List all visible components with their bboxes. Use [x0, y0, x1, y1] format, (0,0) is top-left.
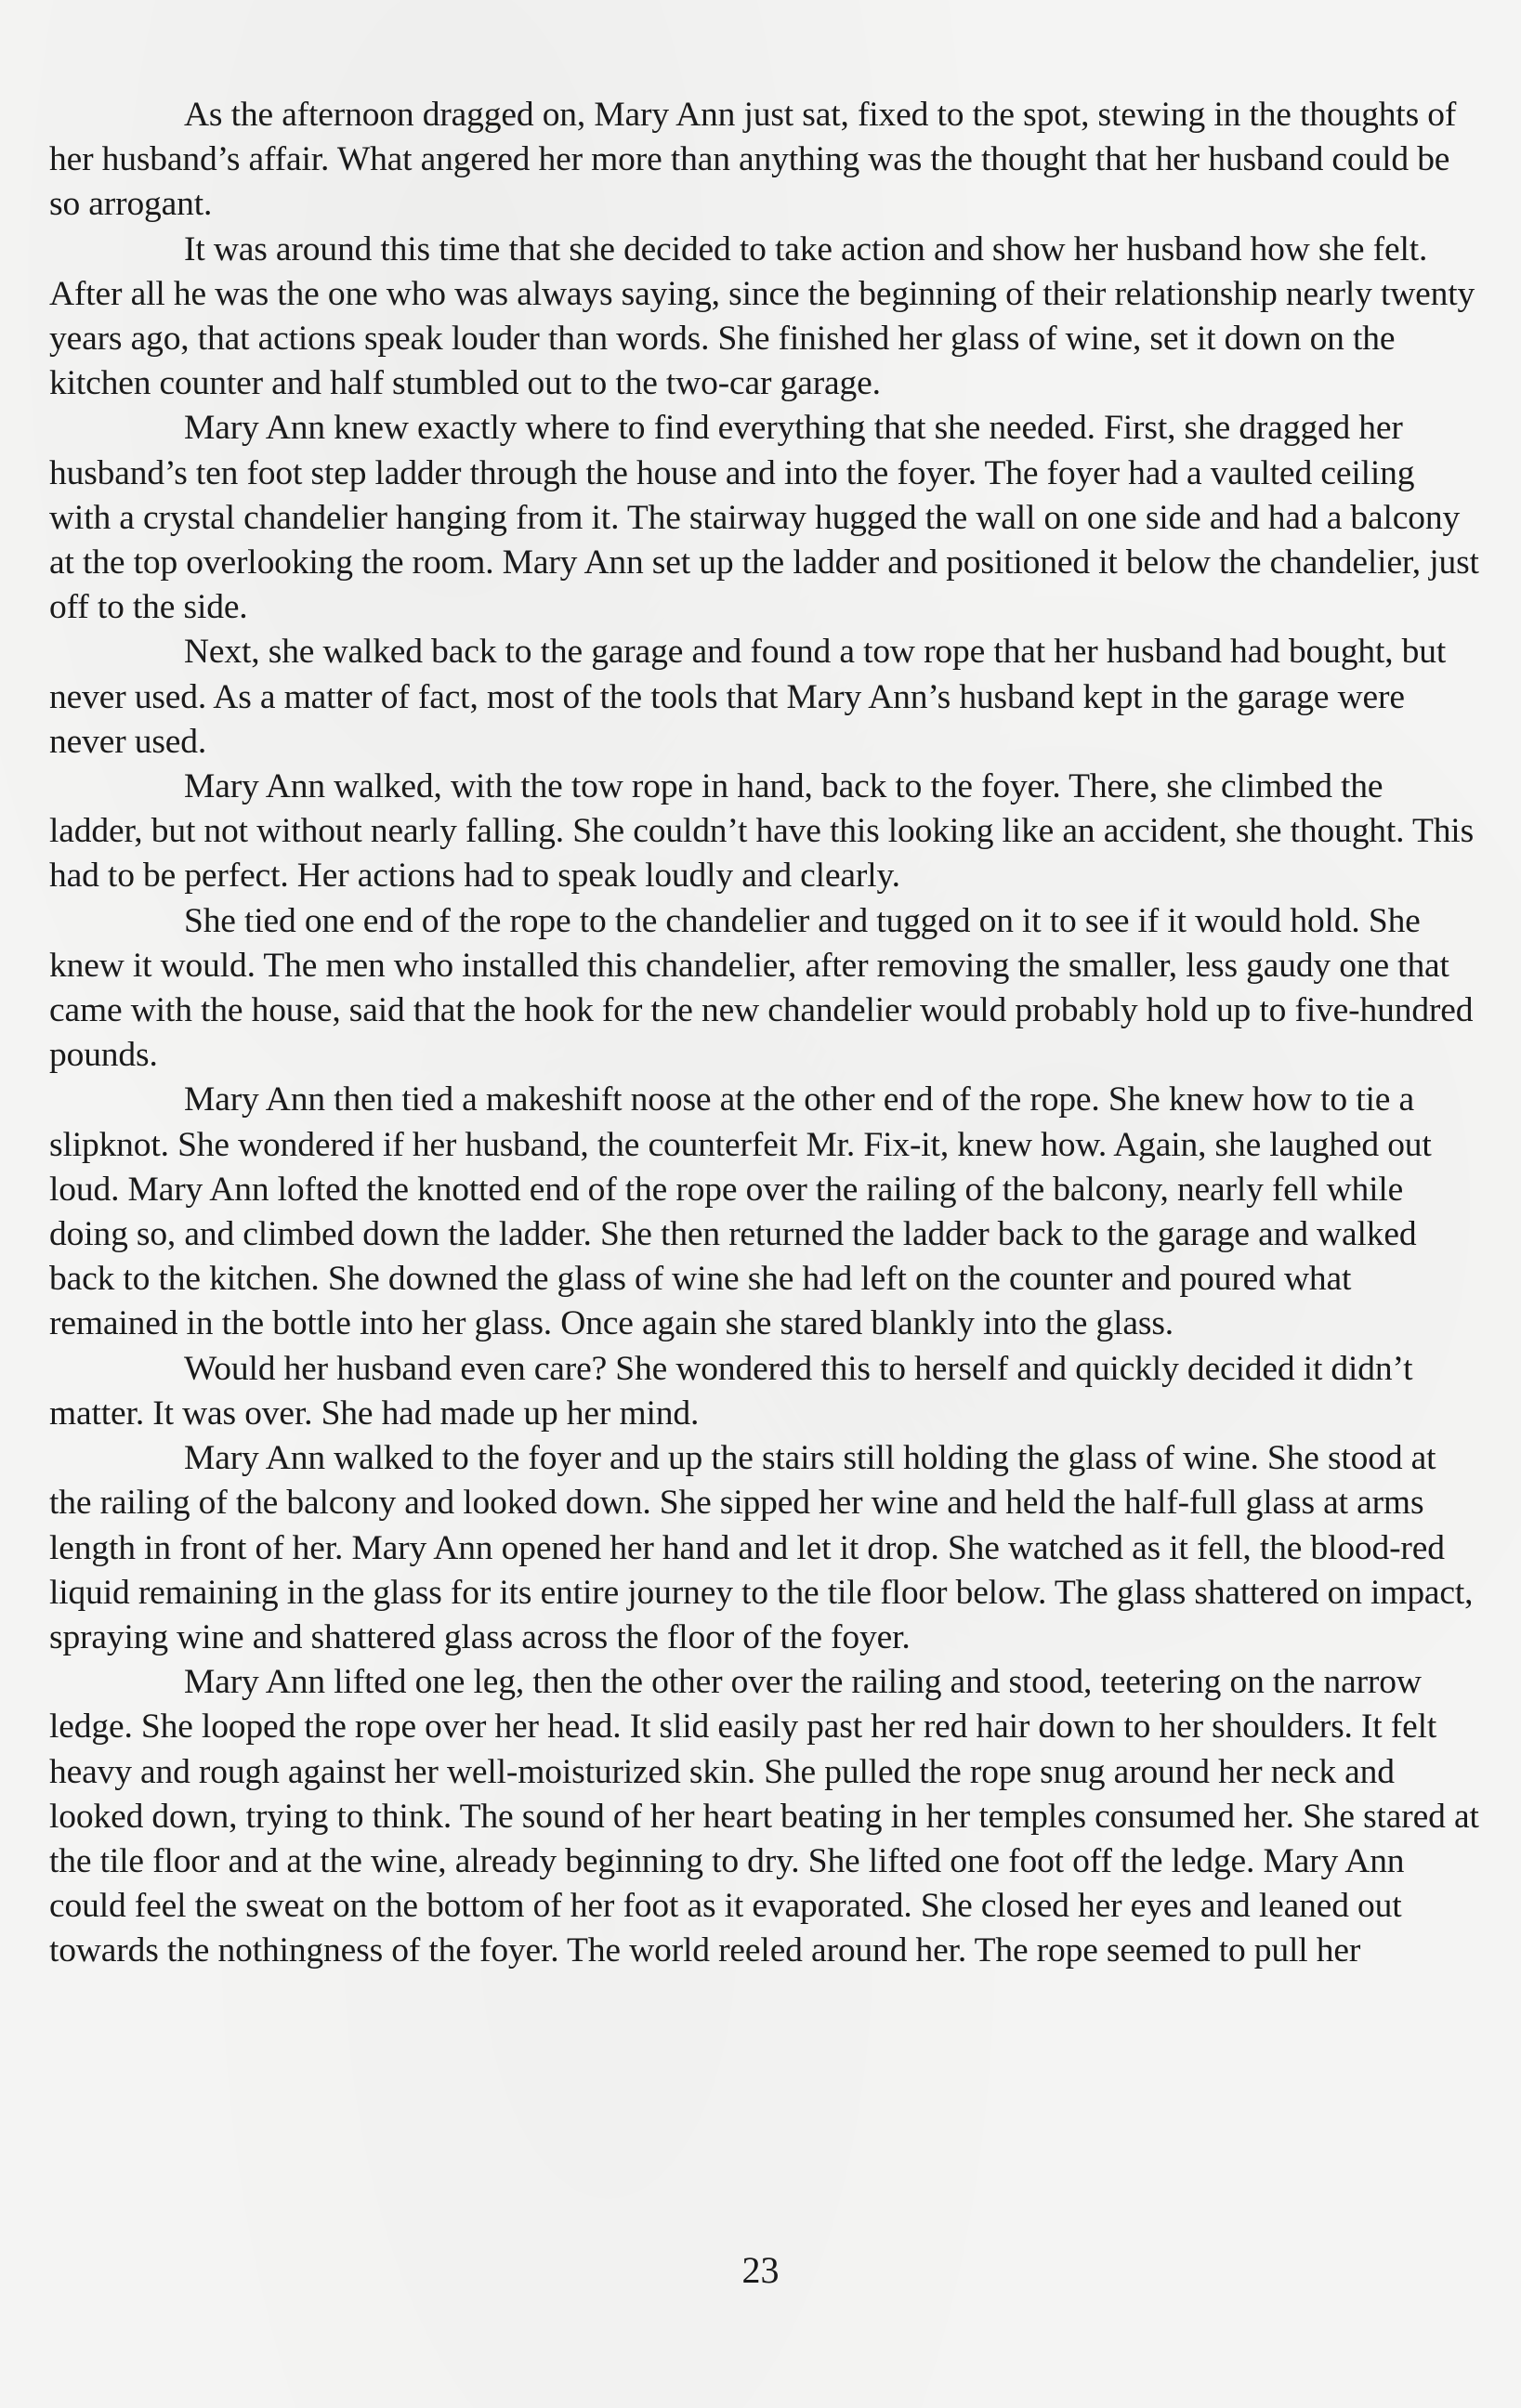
paragraph: Mary Ann then tied a makeshift noose at the other end of the rope. She knew how to tie a slipknot. She wondered if her husband, the counterfeit Mr. Fix-it, knew how. Again, she laughed out loud. Mary Ann lofted the knotted end of the rope over the railing of the balcony, nearly fell while doing so, and climbed down the ladder. She then returned the ladder back to the garage and walked back to the kitchen. She downed the glass of wine she had left on the counter and poured what remained in the bottle into her glass. Once again she stared blankly into the glass.	[49, 1080, 1432, 1343]
paragraph: Mary Ann lifted one leg, then the other over the railing and stood, teetering on the narrow ledge. She looped the rope over her head. It slid easily past her red hair down to her shoulders. It felt heavy and rough against her well-moisturized skin. She pulled the rope snug around her neck and looked down, trying to think. The sound of her heart beating in her temples consumed her. She stared at the tile floor and at the wine, already beginning to dry. She lifted one foot off the ledge. Mary Ann could feel the sweat on the bottom of her foot as it evaporated. She closed her eyes and leaned out towards the nothingness of the foyer. The world reeled around her. The rope seemed to pull her	[49, 1663, 1479, 1970]
paragraph: Mary Ann walked, with the tow rope in hand, back to the foyer. There, she climbed the ladder, but not without nearly falling. She couldn’t have this looking like an accident, she thought. This had to be perfect. Her actions had to speak loudly and clearly.	[49, 767, 1475, 896]
paragraph: As the afternoon dragged on, Mary Ann just sat, fixed to the spot, stewing in the thoughts of her husband’s affair. What angered her more than anything was the thought that her husband could be so arrogant.	[49, 96, 1457, 224]
paragraph: Next, she walked back to the garage and found a tow rope that her husband had bought, but never used. As a matter of fact, most of the tools that Mary Ann’s husband kept in the garage were never used.	[49, 633, 1447, 761]
page-number: 23	[741, 2249, 780, 2291]
paragraph: It was around this time that she decided to take action and show her husband how she felt. After all he was the one who was always saying, since the beginning of their relationship nearly twenty years ago, that actions speak louder than words. She finished her glass of wine, set it down on the kitchen counter and half stumbled out to the two-car garage.	[49, 229, 1475, 403]
body-text	[49, 93, 1480, 1974]
paragraph: Would her husband even care? She wondered this to herself and quickly decided it didn’t matter. It was over. She had made up her mind.	[49, 1349, 1413, 1433]
paragraph: Mary Ann knew exactly where to find everything that she needed. First, she dragged her husband’s ten foot step ladder through the house and into the foyer. The foyer had a vaulted ceiling with a crystal chandelier hanging from it. The stairway hugged the wall on one side and had a balcony at the top overlooking the room. Mary Ann set up the ladder and positioned it below the chandelier, just off to the side.	[49, 409, 1479, 627]
paragraph: She tied one end of the rope to the chandelier and tugged on it to see if it would hold. She knew it would. The men who installed this chandelier, after removing the smaller, less gaudy one that came with the house, said that the hook for the new chandelier would probably hold up to five-hundred pounds.	[49, 901, 1474, 1075]
paragraph: Mary Ann walked to the foyer and up the stairs still holding the glass of wine. She stood at the railing of the balcony and looked down. She sipped her wine and held the half-full glass at arms length in front of her. Mary Ann opened her hand and let it drop. She watched as it fell, the blood-red liquid remaining in the glass for its entire journey to the tile floor below. The glass shattered on impact, spraying wine and shattered glass across the floor of the foyer.	[49, 1439, 1474, 1656]
